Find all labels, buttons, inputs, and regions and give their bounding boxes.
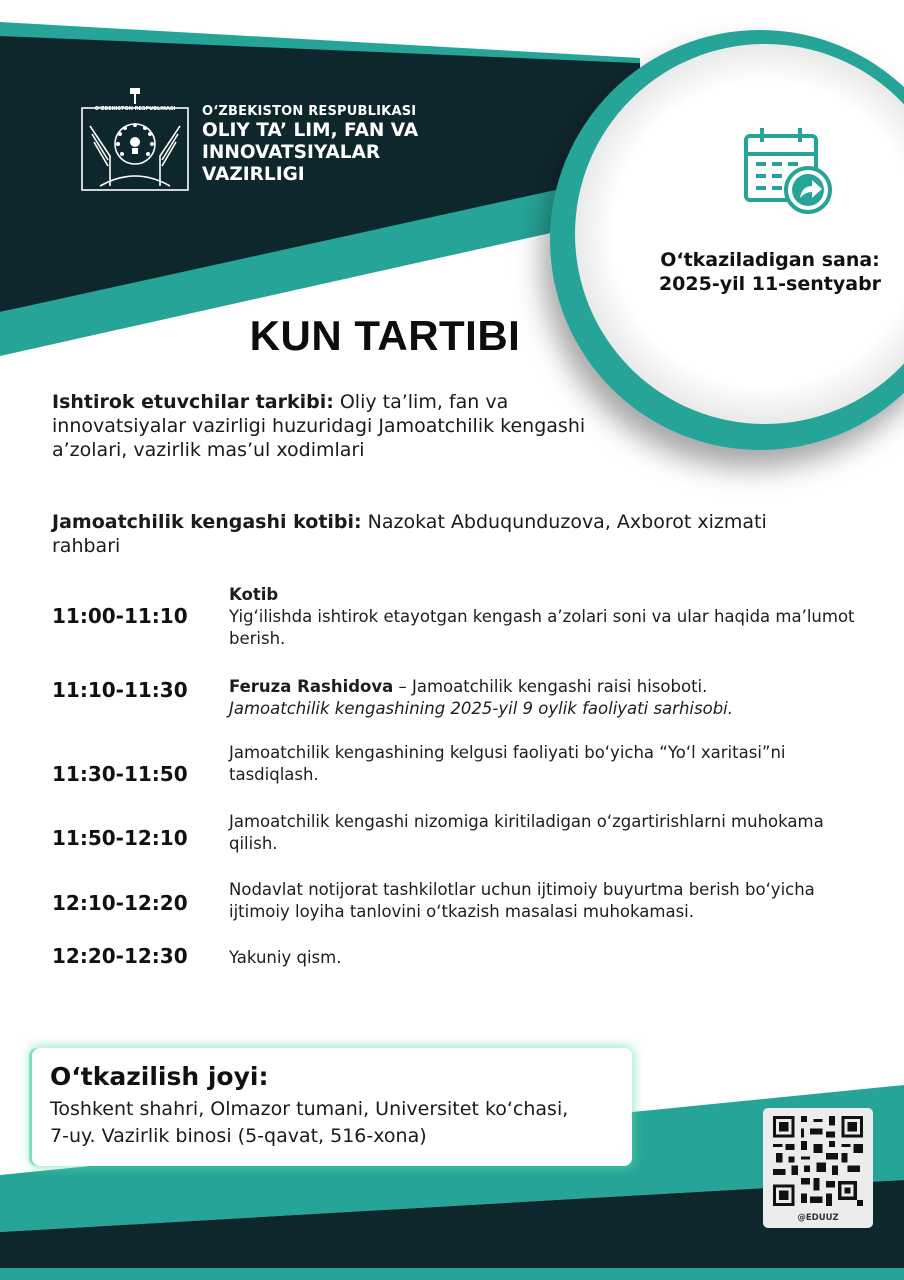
agenda-time: 11:10-11:30 <box>52 678 188 702</box>
participants-paragraph <box>52 390 612 462</box>
secretary-paragraph <box>52 510 832 558</box>
agenda-time: 11:00-11:10 <box>52 604 188 628</box>
ministry-name <box>202 104 418 186</box>
agenda-speaker: Kotib <box>229 585 279 604</box>
qr-card[interactable] <box>763 1108 873 1228</box>
event-date-label: O‘tkaziladigan sana: <box>660 249 880 271</box>
qr-handle: @EDUUZ <box>797 1213 839 1223</box>
page-title: KUN TARTIBI <box>249 312 521 359</box>
agenda-description: Nodavlat notijorat tashkilotlar uchun ijtimoiy buyurtma berish bo‘yicha ijtimoiy loyiha tanlovini o‘tkazish masalasi muhokamasi. <box>229 880 815 921</box>
secretary-text: Nazokat Abduqunduzova, Axborot xizmati rahbari <box>52 511 767 557</box>
agenda-text: Yig‘ilishda ishtirok etayotgan kengash a’zolari soni va ular haqida ma’lumot berish. <box>229 607 855 648</box>
venue-title: O‘tkazilish joyi: <box>50 1062 269 1091</box>
agenda-time: 11:30-11:50 <box>52 762 188 786</box>
venue-address-line: Toshkent shahri, Olmazor tumani, Universitet ko‘chasi, <box>50 1098 569 1120</box>
secretary-label: Jamoatchilik kengashi kotibi: <box>52 511 362 533</box>
agenda-description: Yakuniy qism. <box>229 948 342 967</box>
agenda-speaker: Feruza Rashidova <box>229 677 394 696</box>
ministry-name-line: OLIY TA’ LIM, FAN VA <box>202 120 419 141</box>
svg-text:O‘ZBEKISTON RESPUBLIKASI: O‘ZBEKISTON RESPUBLIKASI <box>94 106 176 112</box>
event-date <box>640 248 900 296</box>
agenda-time: 11:50-12:10 <box>52 826 188 850</box>
venue-address-line: 7-uy. Vazirlik binosi (5-qavat, 516-xona) <box>50 1125 427 1147</box>
agenda-text: – Jamoatchilik kengashi raisi hisoboti. <box>393 677 708 696</box>
qr-code[interactable] <box>773 1116 863 1206</box>
participants-text: Oliy ta’lim, fan va innovatsiyalar vazirligi huzuridagi Jamoatchilik kengashi a’zolari, vazirlik mas’ul xodimlari <box>52 391 586 461</box>
ministry-name-line: INNOVATSIYALAR <box>202 142 381 163</box>
participants-label: Ishtirok etuvchilar tarkibi: <box>52 391 334 413</box>
agenda-description <box>229 584 879 650</box>
agenda-description: Jamoatchilik kengashining kelgusi faoliyati bo‘yicha “Yo‘l xaritasi”ni tasdiqlash. <box>229 743 786 784</box>
event-date-value: 2025-yil 11-sentyabr <box>658 273 882 295</box>
ministry-emblem-logo <box>80 86 190 194</box>
ministry-country: O‘ZBEKISTON RESPUBLIKASI <box>202 104 417 119</box>
agenda-description: Jamoatchilik kengashi nizomiga kiritiladigan o‘zgartirishlarni muhokama qilish. <box>229 812 824 853</box>
calendar-share-icon <box>740 120 836 216</box>
ministry-name-line: VAZIRLIGI <box>202 164 305 185</box>
agenda-time: 12:20-12:30 <box>52 944 188 968</box>
agenda-time: 12:10-12:20 <box>52 891 188 915</box>
venue-address <box>50 1096 690 1150</box>
agenda-subtext: Jamoatchilik kengashining 2025-yil 9 oylik faoliyati sarhisobi. <box>229 699 733 718</box>
date-badge <box>640 120 900 216</box>
agenda-description <box>229 676 879 720</box>
